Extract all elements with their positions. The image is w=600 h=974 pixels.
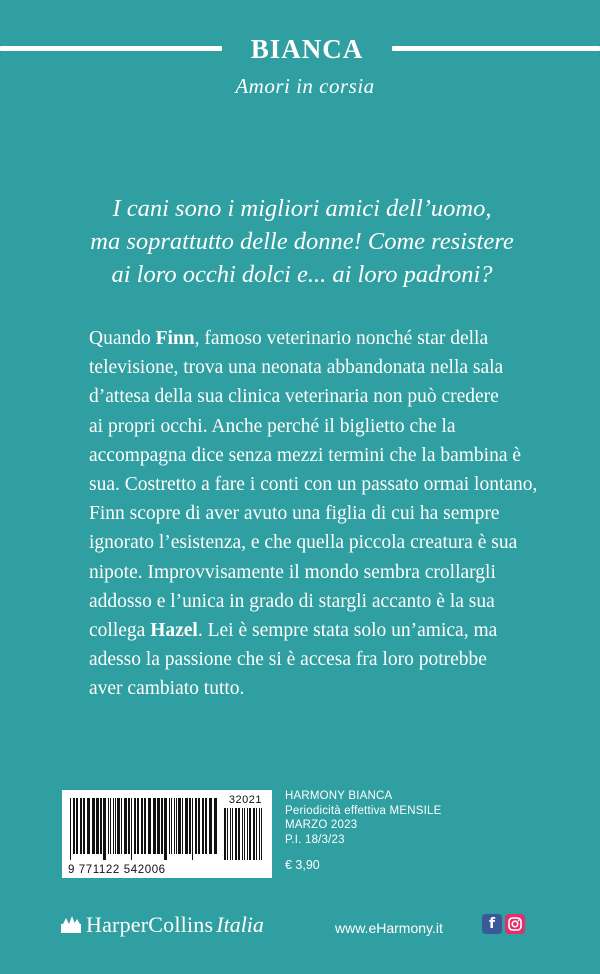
website-link[interactable]: www.eHarmony.it — [335, 920, 443, 936]
synopsis-line: ignorato l’esistenza, e che quella piccola creatura è sua — [89, 532, 518, 554]
imprint-line: P.I. 18/3/23 — [285, 833, 345, 846]
price: € 3,90 — [285, 858, 320, 872]
publisher-logo — [60, 912, 264, 938]
series-header — [0, 0, 600, 110]
synopsis-line: accompagna dice senza mezzi termini che la bambina è — [89, 444, 522, 466]
header-rule-left — [0, 46, 222, 51]
barcode — [62, 790, 272, 878]
tagline-line: ai loro occhi dolci e... ai loro padroni? — [111, 261, 493, 288]
imprint-line: Periodicità effettiva MENSILE — [285, 804, 442, 817]
synopsis-line: Finn scopre di aver avuto una figlia di cui ha sempre — [89, 503, 500, 525]
header-rule-right — [392, 46, 600, 51]
synopsis-line: addosso e l’unica in grado di stargli accanto è la sua — [89, 590, 495, 612]
synopsis-line: nipote. Improvvisamente il mondo sembra crollargli — [89, 561, 496, 583]
series-title: BIANCA — [250, 34, 364, 64]
synopsis-line: collega Hazel. Lei è sempre stata solo un’amica, ma — [89, 620, 498, 642]
footer — [60, 908, 550, 944]
synopsis — [89, 324, 559, 704]
imprint-line: HARMONY BIANCA — [285, 790, 393, 802]
tagline — [40, 192, 564, 291]
harpercollins-flame-icon — [60, 916, 82, 934]
publisher-sub: Italia — [216, 912, 264, 937]
barcode-bars — [68, 798, 264, 862]
synopsis-line: adesso la passione che si è accesa fra loro potrebbe — [89, 649, 487, 671]
facebook-icon[interactable]: f — [482, 914, 502, 934]
synopsis-line: Quando Finn, famoso veterinario nonché star della — [89, 328, 489, 349]
synopsis-line: televisione, trova una neonata abbandonata nella sala — [89, 357, 504, 379]
tagline-line: ma soprattutto delle donne! Come resistere — [90, 228, 514, 255]
synopsis-line: d’attesa della sua clinica veterinaria non può credere — [89, 386, 499, 408]
tagline-line: I cani sono i migliori amici dell’uomo, — [112, 195, 492, 222]
character-name: Finn — [155, 328, 195, 349]
imprint-info — [285, 789, 441, 847]
synopsis-line: aver cambiato tutto. — [89, 678, 245, 700]
social-icons — [482, 914, 525, 934]
series-subtitle: Amori in corsia — [235, 74, 375, 98]
synopsis-line: ai propri occhi. Anche perché il biglietto che la — [89, 415, 456, 437]
imprint-line: MARZO 2023 — [285, 819, 358, 831]
character-name: Hazel — [150, 620, 198, 642]
barcode-digits: 9 771122 542006 — [68, 864, 166, 876]
barcode-addon: 32021 — [228, 794, 262, 806]
instagram-icon[interactable] — [505, 914, 525, 934]
synopsis-line: sua. Costretto a fare i conti con un passato ormai lontano, — [89, 474, 538, 496]
publisher-name: HarperCollins — [86, 912, 214, 937]
